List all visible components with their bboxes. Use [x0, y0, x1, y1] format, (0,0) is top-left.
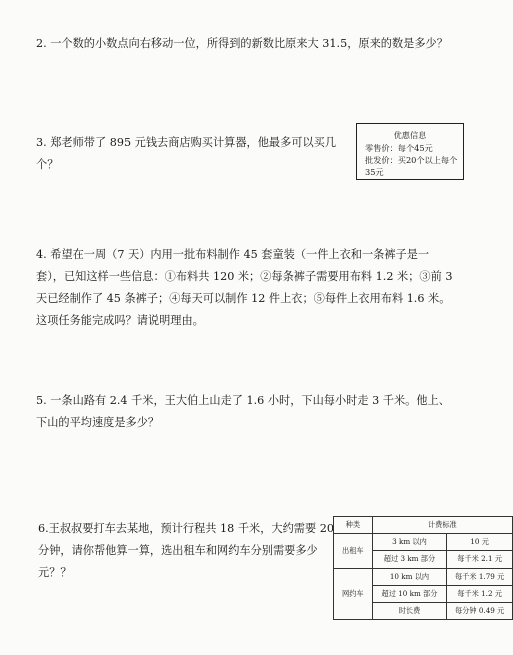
promotion-info-box [356, 123, 464, 180]
taxi-price-1: 10 元 [447, 534, 513, 551]
question-2: 2. 一个数的小数点向右移动一位，所得到的新数比原来大 31.5，原来的数是多少？ [36, 37, 448, 50]
header-standard: 计费标准 [372, 517, 512, 534]
taxi-cond-1: 3 km 以内 [372, 534, 447, 551]
online-label: 网约车 [334, 568, 373, 620]
header-type: 种类 [334, 517, 373, 534]
question-4: 4. 希望在一周（7 天）内用一批布料制作 45 套童装（一件上衣和一条裤子是一套），已知这样一些信息：①布料共 120 米；②每条裤子需要用布料 1.2 米；③前 3 天已经制作了 45 条裤子；④每天可以制作 12 件上衣；⑤每件上衣用布料 1.6 米。这项任务能完成吗？请说明理由。 [36, 248, 453, 327]
online-price-1: 每千米 1.79 元 [447, 568, 513, 585]
taxi-cond-2: 超过 3 km 部分 [372, 551, 447, 568]
table-row [334, 568, 513, 585]
taxi-price-2: 每千米 2.1 元 [447, 551, 513, 568]
online-price-3: 每分钟 0.49 元 [447, 602, 513, 619]
table-header-row [334, 517, 513, 534]
taxi-label: 出租车 [334, 534, 373, 568]
promo-wholesale-price: 批发价：买20个以上每个35元 [365, 155, 458, 177]
fare-table [333, 516, 513, 620]
question-6: 6.王叔叔要打车去某地，预计行程共 18 千米，大约需要 20 分钟，请你帮他算一算，选出租车和网约车分别需要多少元？？ [38, 522, 334, 579]
table-row [334, 534, 513, 551]
promo-retail-price: 零售价：每个45元 [365, 143, 433, 153]
online-cond-3: 时长费 [372, 602, 447, 619]
question-3: 3. 郑老师带了 895 元钱去商店购买计算器，他最多可以买几个？ [36, 136, 337, 171]
promo-title: 优惠信息 [393, 130, 427, 140]
question-5: 5. 一条山路有 2.4 千米，王大伯上山走了 1.6 小时，下山每小时走 3 千米。他上、下山的平均速度是多少？ [36, 394, 450, 429]
online-cond-1: 10 km 以内 [372, 568, 447, 585]
online-price-2: 每千米 1.2 元 [447, 585, 513, 602]
online-cond-2: 超过 10 km 部分 [372, 585, 447, 602]
